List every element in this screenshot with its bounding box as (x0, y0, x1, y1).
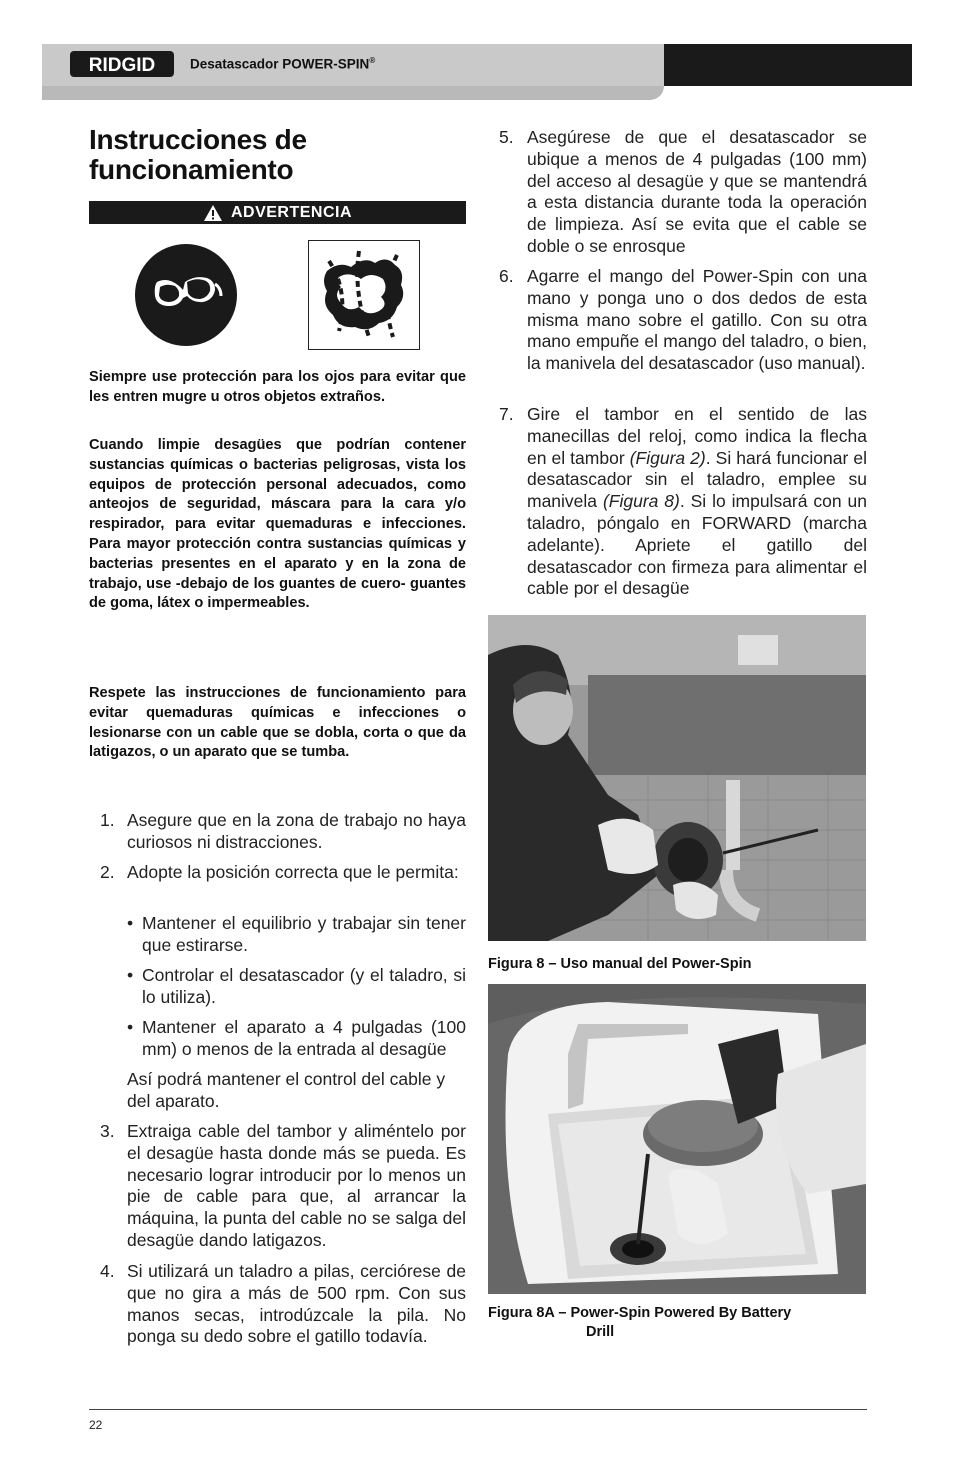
header-product-title: Desatascador POWER-SPIN® (190, 56, 376, 72)
warning-banner (89, 201, 466, 224)
safety-goggles-icon (135, 244, 237, 346)
figure-8-caption: Figura 8 – Uso manual del Power-Spin (488, 956, 752, 972)
header-dark-block (664, 44, 912, 86)
step-5: 5. Asegúrese de que el desatascador se ubique a menos de 4 pulgadas (100 mm) del acceso al desagüe y que se mantendrá a esta distancia durante toda la operación de limpieza. Así se evita que el cable se doble o se enrosque (499, 127, 867, 256)
figure-8-ref: (Figura 8) (602, 491, 680, 512)
logo-text: RIDGID (88, 55, 156, 76)
step-2-bullet-2: • Controlar el desatascador (y el taladro, si lo utiliza). (127, 965, 466, 1007)
step-7: 7. Gire el tambor en el sentido de las manecillas del reloj, como indica la flecha en el tambor (Figura 2). Si hará funcionar el desatascador sin el taladro, emplee su manivela (Figura 8). Si lo impulsará con un taladro, póngalo en FORWARD (marcha adelante). Apriete el gatillo del desatascador con firmeza para alimentar el cable por el desagüe (499, 404, 867, 599)
page-title: Instrucciones de funcionamiento (89, 124, 307, 185)
step-2: 2. Adopte la posición correcta que le permita: (100, 862, 459, 882)
warning-paragraph-instructions: Respete las instrucciones de funcionamiento para evitar quemaduras químicas e infecciones o lesionarse con un cable que se dobla, corta o que da latigazos, o un aparato que se tumba. (89, 685, 466, 761)
step-1: 1. Asegure que en la zona de trabajo no haya curiosos ni distracciones. (100, 810, 466, 852)
entangled-hand-icon (308, 240, 420, 350)
step-3: 3. Extraiga cable del tambor y aliméntelo por el desagüe hasta donde más se pueda. Es necesario lograr introducir por lo menos un pie de cable para que, al arrancar la máquina, la punta del cable no se salga del desagüe dando latigazos. (100, 1121, 466, 1250)
step-2-bullet-3: • Mantener el aparato a 4 pulgadas (100 mm) o menos de la entrada al desagüe (127, 1017, 466, 1059)
figure-8a-caption: Figura 8A – Power-Spin Powered By Battery Drill (488, 1305, 792, 1340)
step-2-note: Así podrá mantener el control del cable y del aparato. (127, 1069, 446, 1111)
header-shadow (42, 86, 664, 100)
figure-8-photo (488, 615, 866, 941)
warning-label: ADVERTENCIA (230, 203, 353, 221)
page-number: 22 (89, 1418, 103, 1432)
warning-paragraph-chemicals: Cuando limpie desagües que podrían contener sustancias químicas o bacterias peligrosas, vista los equipos de protección personal adecuados, como anteojos de seguridad, máscara para la cara y/o respirador, para evitar quemaduras e infecciones. Para mayor protección contra sustancias químicas y bacterias presentes en el aparato y en la zona de trabajo, use -debajo de los guantes de cuero- guantes de goma, látex o impermeables. (89, 437, 466, 612)
warning-triangle-icon (203, 204, 223, 222)
step-4: 4. Si utilizará un taladro a pilas, cerciórese de que no gira a más de 500 rpm. Con sus manos secas, introdúzcale la pila. No ponga su dedo sobre el gatillo todavía. (100, 1261, 466, 1347)
figure-8a-photo (488, 984, 866, 1294)
step-2-bullet-1: • Mantener el equilibrio y trabajar sin tener que estirarse. (127, 913, 466, 955)
figure-2-ref: (Figura 2) (629, 447, 706, 468)
step-6: 6. Agarre el mango del Power-Spin con una mano y ponga uno o dos dedos de esta misma mano sobre el gatillo. Con su otra mano empuñe el mango del taladro, o bien, la manivela del desatascador (uso manual). (499, 266, 867, 374)
footer-rule (89, 1409, 867, 1410)
warning-paragraph-eye-protection: Siempre use protección para los ojos para evitar que les entren mugre u otros objetos extraños. (89, 369, 466, 405)
ridgid-logo (70, 51, 174, 77)
